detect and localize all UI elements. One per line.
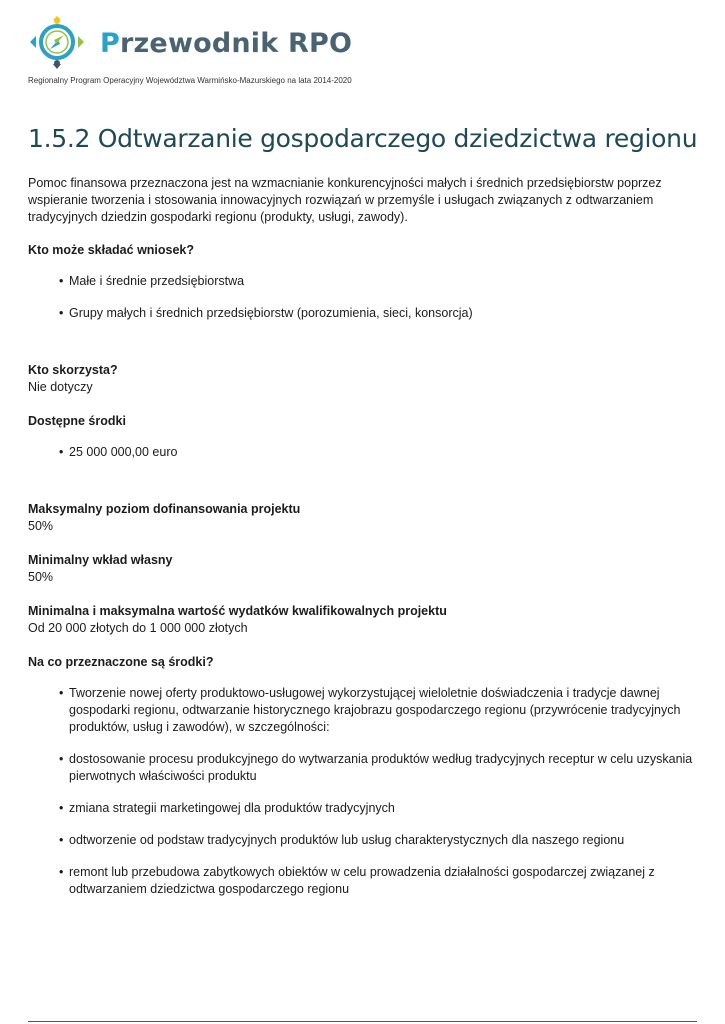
program-subtitle: Regionalny Program Operacyjny Województwa Warmińsko-Mazurskiego na lata 2014-2020	[28, 76, 352, 85]
max-cofinancing-value: 50%	[28, 519, 54, 533]
list-item: • 25 000 000,00 euro	[69, 444, 698, 461]
funds-list	[28, 444, 698, 461]
min-own-label: Minimalny wkład własny	[28, 553, 173, 567]
eligible-costs-value: Od 20 000 złotych do 1 000 000 złotych	[28, 621, 248, 635]
logo[interactable]	[28, 14, 352, 76]
main-content	[28, 175, 698, 913]
compass-logo-icon	[28, 14, 92, 76]
list-item: • odtworzenie od podstaw tradycyjnych produktów lub usług charakterystycznych dla naszego regionu	[69, 832, 698, 849]
who-apply-list	[28, 273, 698, 322]
header	[28, 14, 352, 76]
brand-rest: rzewodnik RPO	[120, 27, 353, 59]
footer-divider	[28, 1021, 697, 1022]
list-item: • Tworzenie nowej oferty produktowo-usługowej wykorzystującej wieloletnie doświadczenia i tradycje dawnej gospodarki regionu, odtwarzanie historycznego krajobrazu gospodarczego regionu (przywrócenie tradycyjnych produktów, usług i zawodów), w szczególności:	[69, 685, 698, 736]
list-item: • remont lub przebudowa zabytkowych obiektów w celu prowadzenia działalności gospodarczej związanej z odtwarzaniem dziedzictwa gospodarczego regionu	[69, 864, 698, 898]
funds-label: Dostępne środki	[28, 414, 126, 428]
eligible-costs-label: Minimalna i maksymalna wartość wydatków kwalifikowalnych projektu	[28, 604, 447, 618]
who-apply-label: Kto może składać wniosek?	[28, 243, 195, 257]
purpose-list	[28, 685, 698, 898]
list-item: • zmiana strategii marketingowej dla produktów tradycyjnych	[69, 800, 698, 817]
beneficiary-label: Kto skorzysta?	[28, 363, 118, 377]
min-own-value: 50%	[28, 570, 54, 584]
beneficiary-value: Nie dotyczy	[28, 380, 93, 394]
list-item: • Grupy małych i średnich przedsiębiorstw (porozumienia, sieci, konsorcja)	[69, 305, 698, 322]
brand-name	[100, 28, 352, 59]
list-item: • Małe i średnie przedsiębiorstwa	[69, 273, 698, 290]
intro-paragraph: Pomoc finansowa przeznaczona jest na wzmacnianie konkurencyjności małych i średnich przedsiębiorstw poprzez wspieranie tworzenia i stosowania innowacyjnych rozwiązań w przemyśle i usługach związanych z odtwarzaniem tradycyjnych dziedzin gospodarki regionu (produkty, usługi, zawody).	[28, 176, 662, 224]
max-cofinancing-label: Maksymalny poziom dofinansowania projektu	[28, 502, 301, 516]
purpose-label: Na co przeznaczone są środki?	[28, 655, 214, 669]
brand-first-letter: P	[100, 27, 120, 59]
page-title: 1.5.2 Odtwarzanie gospodarczego dziedzictwa regionu	[28, 124, 698, 153]
list-item: • dostosowanie procesu produkcyjnego do wytwarzania produktów według tradycyjnych receptur w celu uzyskania pierwotnych właściwości produktu	[69, 751, 698, 785]
